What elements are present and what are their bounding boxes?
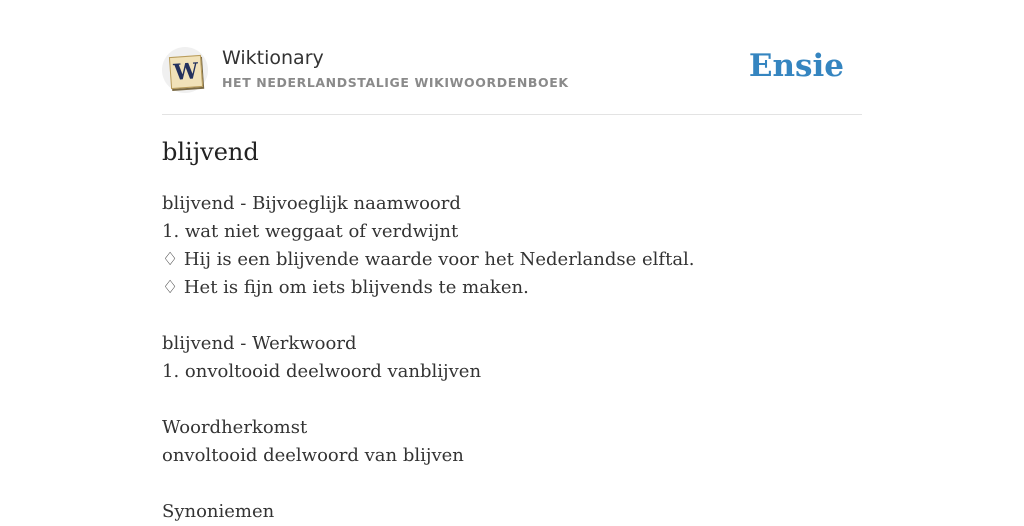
definition-line: blijvend - Werkwoord — [162, 333, 357, 354]
entry-content — [162, 136, 862, 526]
definition-line: Woordherkomst — [162, 417, 308, 438]
ensie-brand-link[interactable]: Ensie — [748, 48, 844, 84]
definition-list — [162, 190, 862, 526]
definition-line: blijvend - Bijvoeglijk naamwoord — [162, 193, 461, 214]
site-header — [162, 44, 862, 115]
site-name[interactable]: Wiktionary — [222, 47, 324, 69]
site-tagline: HET NEDERLANDSTALIGE WIKIWOORDENBOEK — [222, 75, 569, 90]
definition-line — [162, 386, 862, 414]
definition-line: ♢ Hij is een blijvende waarde voor het Nederlandse elftal. — [162, 249, 695, 270]
definition-line — [162, 302, 862, 330]
definition-line: Synoniemen — [162, 501, 275, 522]
definition-line: ♢ Het is fijn om iets blijvends te maken. — [162, 277, 529, 298]
entry-title: blijvend — [162, 138, 259, 166]
definition-line — [162, 470, 862, 498]
definition-line: onvoltooid deelwoord van blijven — [162, 445, 464, 466]
wiktionary-logo-icon[interactable] — [162, 47, 208, 93]
definition-line: 1. wat niet weggaat of verdwijnt — [162, 221, 459, 242]
definition-line: 1. onvoltooid deelwoord vanblijven — [162, 361, 482, 382]
logo-tile — [169, 55, 203, 89]
logo-letter: W — [172, 58, 200, 86]
